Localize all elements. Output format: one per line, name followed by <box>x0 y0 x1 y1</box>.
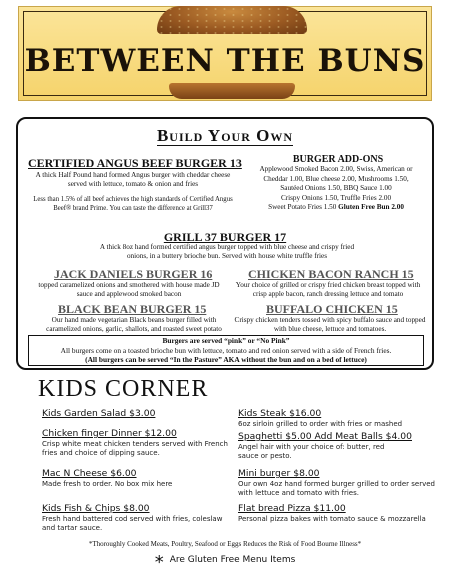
certified-angus-title: CERTIFIED ANGUS BEEF BURGER 13 <box>28 156 242 170</box>
kids-item-title: Kids Steak $16.00 <box>238 408 322 419</box>
build-your-own-heading: Build Your Own <box>156 126 294 145</box>
black-bean-title: BLACK BEAN BURGER 15 <box>58 302 207 316</box>
addons-line: Sautéed Onions 1.50, BBQ Sauce 1.00 <box>280 184 392 192</box>
kids-item-desc: 6oz sirloin grilled to order with fries or mashed <box>238 420 403 428</box>
gluten-free-star-icon: * <box>154 552 164 573</box>
kids-item-desc: Our own 4oz hand formed burger grilled to order served with lettuce and tomato with fries. <box>238 480 435 497</box>
chicken-bacon-ranch-title: CHICKEN BACON RANCH 15 <box>248 267 414 281</box>
build-your-own-panel <box>16 117 434 370</box>
burger-bun-bottom-image <box>169 83 295 99</box>
addons-title: BURGER ADD-ONS <box>292 154 384 165</box>
kids-corner-heading: KIDS CORNER <box>38 376 209 402</box>
chicken-bacon-ranch-desc: Your choice of grilled or crispy fried chicken breast topped with crisp apple bacon, ranch dressing lettuce and tomato <box>235 281 421 298</box>
grill37-desc: A thick 8oz hand formed certified angus burger topped with blue cheese and crispy fried onions, in a buttery brioche bun. Served with house white truffle fries <box>99 243 355 260</box>
jack-daniels-title: JACK DANIELS BURGER 16 <box>54 267 213 281</box>
kids-item-desc: Fresh hand battered cod served with fries, coleslaw and tartar sauce. <box>42 515 223 532</box>
notice-line: All burgers come on a toasted brioche bun with lettuce, tomato and red onion served with a side of French fries. <box>60 345 392 355</box>
kids-item-desc: Made fresh to order. No box mix here <box>42 480 173 488</box>
grill37-title: GRILL 37 BURGER 17 <box>163 230 287 244</box>
buffalo-chicken-desc: Crispy chicken tenders tossed with spicy buffalo sauce and topped with blue cheese, lettuce and tomatoes. <box>234 316 426 333</box>
gluten-free-legend <box>0 552 450 573</box>
buffalo-chicken-title: BUFFALO CHICKEN 15 <box>266 302 398 316</box>
black-bean-desc: Our hand made vegetarian Black beans burger filled with caramelized onions, garlic, shallots, and roasted sweet potato <box>46 316 222 333</box>
addons-line: Crispy Onions 1.50, Truffle Fries 2.00 <box>280 193 392 202</box>
header-banner <box>18 6 432 101</box>
addons-line: Applewood Smoked Bacon 2.00, Swiss, American or <box>259 165 413 173</box>
kids-item-title: Flat bread Pizza $11.00 <box>238 503 346 514</box>
kids-item-title: Mac N Cheese $6.00 <box>42 468 137 479</box>
addons-line: Cheddar 1.00, Blue cheese 2.00, Mushrooms 1.50, <box>263 174 409 183</box>
certified-angus-desc: A thick Half Pound hand formed Angus burger with cheddar cheese served with lettuce, tomato & onion and fries <box>35 171 231 188</box>
kids-item-desc: Crisp white meat chicken tenders served with French fries and choice of dipping sauce. <box>42 440 228 457</box>
addons-list <box>238 165 434 213</box>
kids-item-desc: Angel hair with your choice of: butter, red sauce or pesto. <box>238 443 385 460</box>
kids-item-title: Spaghetti $5.00 Add Meat Balls $4.00 <box>238 431 412 442</box>
kids-item-title: Mini burger $8.00 <box>238 468 320 479</box>
kids-item-title: Kids Fish & Chips $8.00 <box>42 503 150 514</box>
gluten-free-label: Are Gluten Free Menu Items <box>169 555 296 565</box>
food-safety-warning: *Thoroughly Cooked Meats, Poultry, Seafood or Eggs Reduces the Risk of Food Bourne Illness* <box>88 540 362 548</box>
notice-line: (All burgers can be served “In the Pasture” AKA without the bun and on a bed of lettuce) <box>85 355 367 364</box>
restaurant-title: BETWEEN THE BUNS <box>24 43 426 79</box>
kids-item-title: Kids Garden Salad $3.00 <box>42 408 156 419</box>
kids-item-desc: Personal pizza bakes with tomato sauce & mozzarella <box>238 515 426 523</box>
addons-line: Sweet Potato Fries 1.50 Gluten Free Bun 2.00 <box>268 203 404 211</box>
notice-line: Burgers are served “pink” or “No Pink” <box>162 336 290 345</box>
burger-notice-box <box>28 335 424 366</box>
kids-item-title: Chicken finger Dinner $12.00 <box>42 428 177 439</box>
certified-angus-note: Less than 1.5% of all beef achieves the high standards of Certified Angus Beef® brand Prime. You can taste the difference at Grill37 <box>33 196 233 212</box>
jack-daniels-desc: topped caramelized onions and smothered with house made JD sauce and applewood smoked bacon <box>38 281 220 298</box>
burger-bun-top-image <box>157 6 307 34</box>
